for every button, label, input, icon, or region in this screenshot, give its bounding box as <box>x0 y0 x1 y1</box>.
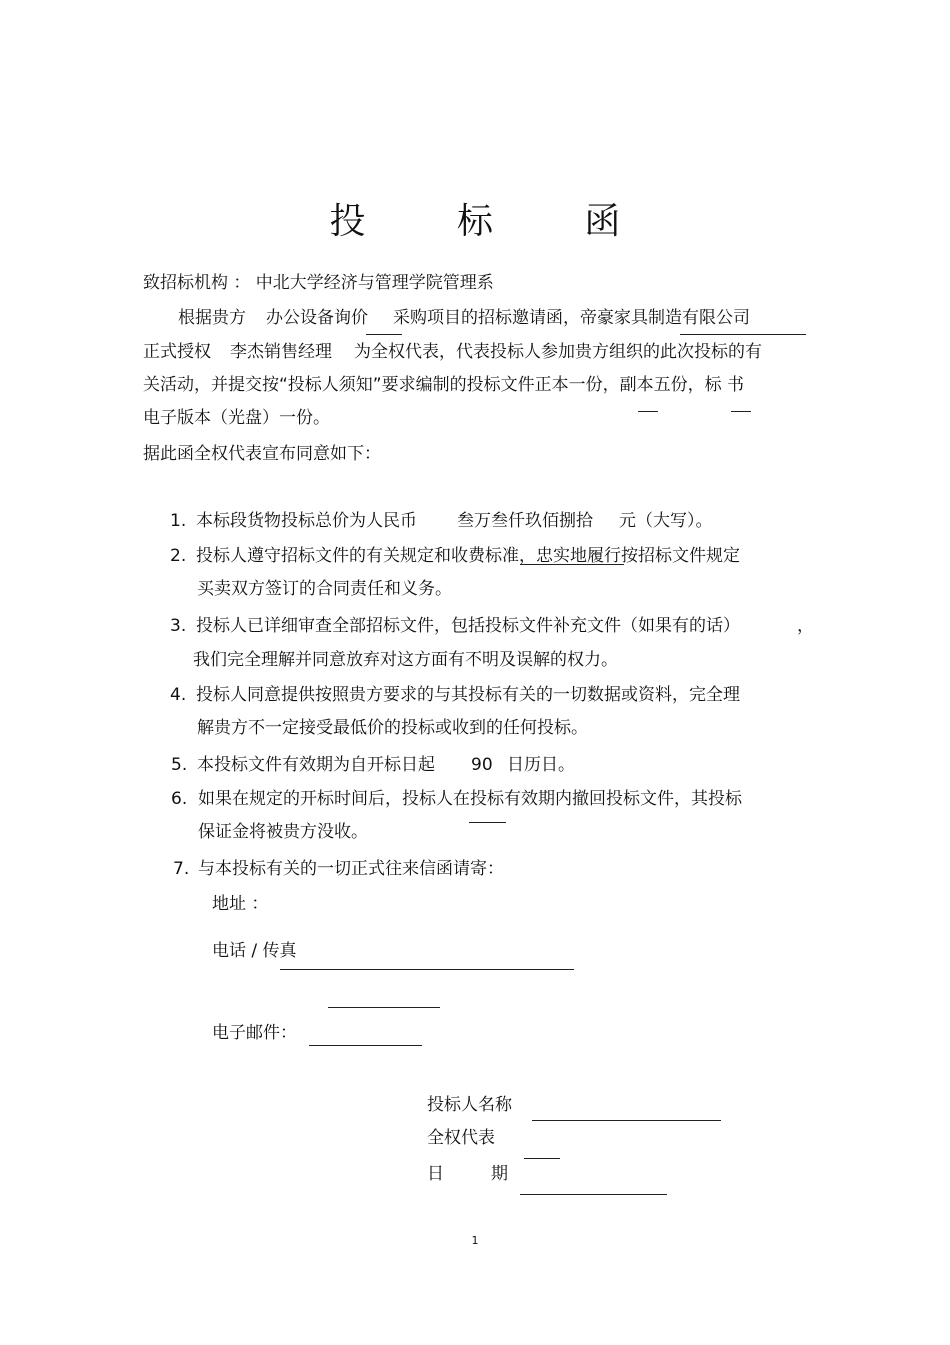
address-line <box>280 969 574 970</box>
item-number: 7. <box>173 859 190 879</box>
item-number: 1. <box>170 511 187 531</box>
intro-text-4: 电子版本（光盘）一份。 <box>143 408 330 428</box>
bidder-name-line <box>532 1120 721 1121</box>
phone-line <box>328 1007 440 1008</box>
item-number: 6. <box>171 789 188 809</box>
email-line <box>309 1045 422 1046</box>
page-number: 1 <box>471 1234 479 1247</box>
intro-text-2b: 为全权代表，代表投标人参加贵方组织的此次投标的有 <box>354 342 762 362</box>
item-text: 日历日。 <box>507 755 575 775</box>
underline <box>469 822 506 823</box>
underline <box>638 411 658 412</box>
item-text: 投标人遵守招标文件的有关规定和收费标准，忠实地履行按招标文件规定 <box>196 546 740 566</box>
item-text: 与本投标有关的一切正式往来信函请寄： <box>198 859 504 879</box>
item-text: 本投标文件有效期为自开标日起 <box>197 755 435 775</box>
item-text: 保证金将被贵方没收。 <box>198 822 368 842</box>
intro-text-2a: 正式授权 <box>143 342 211 362</box>
validity-days: 90 <box>471 755 493 775</box>
item-text: 我们完全理解并同意放弃对这方面有不明及误解的权力。 <box>193 650 618 670</box>
item-text: 投标人已详细审查全部招标文件，包括投标文件补充文件（如果有的话） <box>196 616 740 636</box>
email-label: 电子邮件： <box>212 1023 297 1043</box>
item-number: 2. <box>170 546 187 566</box>
intro-text-1b: 采购项目的招标邀请函，帝豪家具制造有限公司 <box>393 308 750 328</box>
item-number: 5. <box>171 755 188 775</box>
phone-fax-label: 电话 / 传真 <box>212 941 297 961</box>
authorized-representative: 李杰销售经理 <box>230 342 332 362</box>
document-title: 投 标 函 <box>329 201 661 242</box>
declaration: 据此函全权代表宣布同意如下： <box>143 444 381 464</box>
comma: ， <box>797 616 814 636</box>
intro-text-3: 关活动，并提交按“投标人须知”要求编制的投标文件正本一份，副本五份，标 书 <box>143 375 745 395</box>
item-text: 如果在规定的开标时间后，投标人在投标有效期内撤回投标文件，其投标 <box>198 789 742 809</box>
item-text: 买卖双方签订的合同责任和义务。 <box>197 579 452 599</box>
underline <box>680 334 806 335</box>
address-label: 地址 ： <box>212 894 269 914</box>
representative-label: 全权代表 <box>427 1128 495 1148</box>
bidder-name-label: 投标人名称 <box>427 1095 512 1115</box>
project-name: 办公设备询价 <box>266 308 368 328</box>
item-text: 元（大写）。 <box>619 511 713 531</box>
date-line <box>520 1194 667 1195</box>
item-number: 3. <box>170 616 187 636</box>
underline <box>366 334 402 335</box>
date-label-b: 期 <box>491 1164 508 1184</box>
item-number: 4. <box>170 685 187 705</box>
representative-line <box>524 1158 560 1159</box>
underline <box>731 411 751 412</box>
intro-text-1a: 根据贵方 <box>178 308 246 328</box>
addressee: 致招标机构 ： 中北大学经济与管理学院管理系 <box>143 273 494 293</box>
item-text: 解贵方不一定接受最低价的投标或收到的任何投标。 <box>197 718 588 738</box>
item-text: 本标段货物投标总价为人民币 <box>196 511 417 531</box>
item-text: 投标人同意提供按照贵方要求的与其投标有关的一切数据或资料，完全理 <box>196 685 740 705</box>
bid-amount: 叁万叁仟玖佰捌拾 <box>457 511 593 531</box>
date-label-a: 日 <box>427 1164 444 1184</box>
strike-line <box>520 564 624 565</box>
